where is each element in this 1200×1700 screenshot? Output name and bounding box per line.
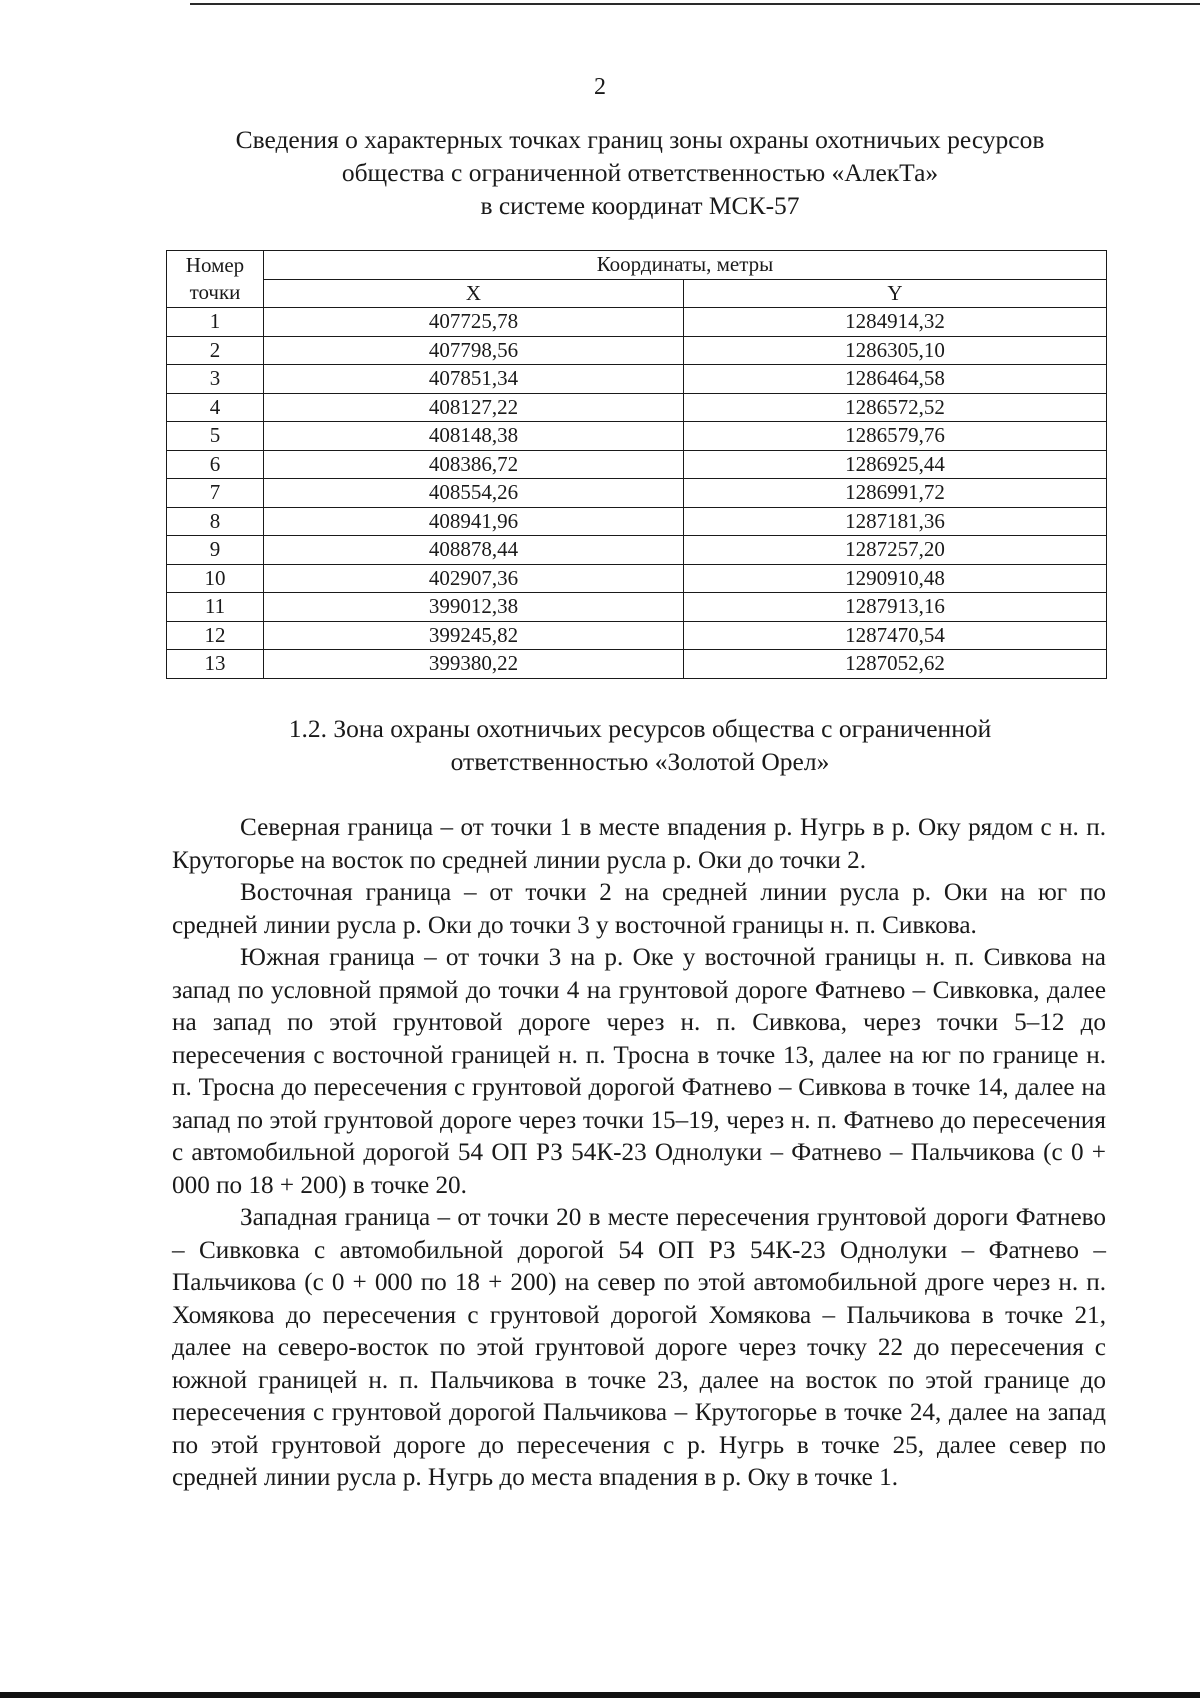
cell-x: 408386,72 xyxy=(264,450,684,479)
cell-y: 1286464,58 xyxy=(684,365,1107,394)
paragraph-eastern-boundary: Восточная граница – от точки 2 на средней линии русла р. Оки на юг по средней линии русла р. Оки до точки 3 у восточной границы н. п. Сивкова. xyxy=(172,879,1106,939)
cell-point-number: 3 xyxy=(167,365,264,394)
table-row xyxy=(167,593,1107,622)
cell-y: 1286925,44 xyxy=(684,450,1107,479)
cell-y: 1287181,36 xyxy=(684,507,1107,536)
section-heading-line-1: 1.2. Зона охраны охотничьих ресурсов общества с ограниченной xyxy=(288,714,992,743)
coordinates-table xyxy=(166,250,1107,679)
cell-x: 407851,34 xyxy=(264,365,684,394)
cell-x: 408148,38 xyxy=(264,422,684,451)
cell-x: 407725,78 xyxy=(264,308,684,337)
paragraph-western-boundary: Западная граница – от точки 20 в месте пересечения грунтовой дороги Фатнево – Сивковка с автомобильной дорогой 54 ОП РЗ 54К-23 Однолуки – Фатнево – Пальчикова (с 0 + 000 по 18 + 200) на север по этой автомобильной дроге через н. п. Хомякова до пересечения с грунтовой дорогой Хомякова – Пальчикова в точке 21, далее на северо-восток по этой грунтовой дороге через точку 22 до пересечения с южной границей н. п. Пальчикова в точке 23, далее на восток по этой границе до пересечения с грунтовой дорогой Пальчикова – Крутогорье в точке 24, далее на запад по этой грунтовой дороге до пересечения с р. Нугрь в точке 25, далее север по средней линии русла р. Нугрь до места впадения в р. Оку в точке 1. xyxy=(172,1204,1106,1491)
header-coordinates: Координаты, метры xyxy=(264,251,1107,280)
cell-point-number: 1 xyxy=(167,308,264,337)
cell-point-number: 7 xyxy=(167,479,264,508)
table-row xyxy=(167,507,1107,536)
cell-y: 1287470,54 xyxy=(684,621,1107,650)
table-heading-line-1: Сведения о характерных точках границ зоны охраны охотничьих ресурсов xyxy=(235,125,1045,154)
cell-x: 408554,26 xyxy=(264,479,684,508)
cell-y: 1284914,32 xyxy=(684,308,1107,337)
table-row xyxy=(167,564,1107,593)
scan-edge-bottom xyxy=(0,1692,1200,1698)
table-row xyxy=(167,336,1107,365)
cell-point-number: 4 xyxy=(167,393,264,422)
table-subheader-row xyxy=(167,279,1107,308)
cell-point-number: 12 xyxy=(167,621,264,650)
cell-y: 1286579,76 xyxy=(684,422,1107,451)
cell-point-number: 2 xyxy=(167,336,264,365)
table-row xyxy=(167,621,1107,650)
cell-y: 1290910,48 xyxy=(684,564,1107,593)
cell-point-number: 6 xyxy=(167,450,264,479)
table-heading xyxy=(160,123,1120,222)
section-heading-line-2: ответственностью «Золотой Орел» xyxy=(450,747,830,776)
cell-x: 407798,56 xyxy=(264,336,684,365)
cell-y: 1287257,20 xyxy=(684,536,1107,565)
cell-point-number: 13 xyxy=(167,650,264,679)
cell-point-number: 11 xyxy=(167,593,264,622)
table-row xyxy=(167,650,1107,679)
cell-y: 1287913,16 xyxy=(684,593,1107,622)
cell-point-number: 5 xyxy=(167,422,264,451)
table-row xyxy=(167,308,1107,337)
table-row xyxy=(167,365,1107,394)
cell-x: 408878,44 xyxy=(264,536,684,565)
cell-y: 1286572,52 xyxy=(684,393,1107,422)
table-row xyxy=(167,479,1107,508)
cell-x: 399245,82 xyxy=(264,621,684,650)
paragraph-northern-boundary: Северная граница – от точки 1 в месте впадения р. Нугрь в р. Оку рядом с н. п. Крутогорье на восток по средней линии русла р. Оки до точки 2. xyxy=(172,814,1106,874)
header-x: X xyxy=(264,279,684,308)
header-y: Y xyxy=(684,279,1107,308)
cell-y: 1286305,10 xyxy=(684,336,1107,365)
cell-point-number: 10 xyxy=(167,564,264,593)
table-heading-line-2: общества с ограниченной ответственностью «АлекТа» xyxy=(341,158,939,187)
boundary-description xyxy=(172,812,1106,1495)
cell-x: 399380,22 xyxy=(264,650,684,679)
table-heading-line-3: в системе координат МСК-57 xyxy=(480,191,800,220)
page-number: 2 xyxy=(594,74,606,100)
cell-x: 399012,38 xyxy=(264,593,684,622)
table-row xyxy=(167,536,1107,565)
cell-x: 408127,22 xyxy=(264,393,684,422)
header-point-number xyxy=(167,251,264,308)
cell-y: 1287052,62 xyxy=(684,650,1107,679)
table-row xyxy=(167,422,1107,451)
cell-x: 408941,96 xyxy=(264,507,684,536)
cell-x: 402907,36 xyxy=(264,564,684,593)
header-point-number-line-1: Номер xyxy=(185,253,245,277)
paragraph-southern-boundary: Южная граница – от точки 3 на р. Оке у восточной границы н. п. Сивкова на запад по условной прямой до точки 4 на грунтовой дороге Фатнево – Сивковка, далее на запад по этой грунтовой дороге через н. п. Сивкова, через точки 5–12 до пересечения с восточной границей н. п. Тросна в точке 13, далее на юг по границе н. п. Тросна до пересечения с грунтовой дорогой Фатнево – Сивкова в точке 14, далее на запад по этой грунтовой дороге через точки 15–19, через н. п. Фатнево до пересечения с автомобильной дорогой 54 ОП РЗ 54К-23 Однолуки – Фатнево – Пальчикова (с 0 + 000 по 18 + 200) в точке 20. xyxy=(172,944,1106,1199)
table-header-row xyxy=(167,251,1107,280)
scan-edge-top xyxy=(190,3,1200,5)
table-row xyxy=(167,450,1107,479)
header-point-number-line-2: точки xyxy=(189,280,241,304)
cell-point-number: 9 xyxy=(167,536,264,565)
section-heading xyxy=(160,712,1120,778)
cell-point-number: 8 xyxy=(167,507,264,536)
table-row xyxy=(167,393,1107,422)
cell-y: 1286991,72 xyxy=(684,479,1107,508)
